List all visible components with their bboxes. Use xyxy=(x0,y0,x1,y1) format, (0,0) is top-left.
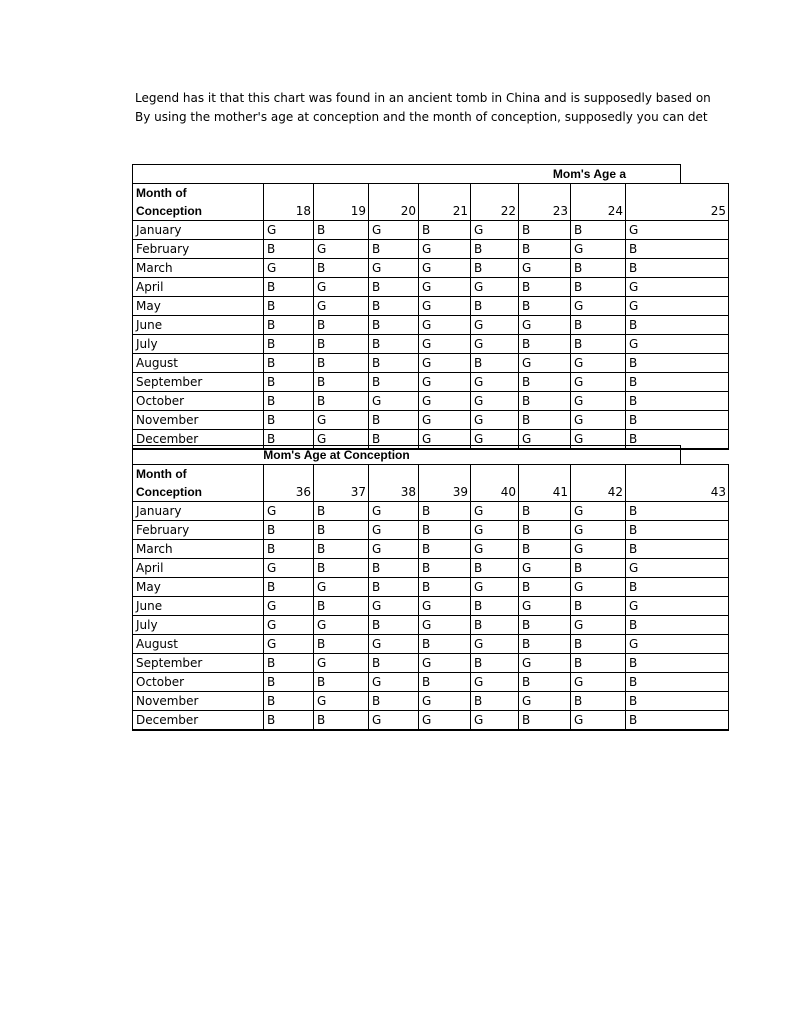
gender-cell: B xyxy=(571,597,626,616)
age-header: 36 xyxy=(264,465,314,502)
table-row xyxy=(133,673,729,692)
month-label: August xyxy=(133,635,264,654)
month-label: February xyxy=(133,240,264,259)
gender-cell: B xyxy=(626,540,729,559)
gender-cell: B xyxy=(369,354,419,373)
month-label: December xyxy=(133,430,264,450)
gender-cell: B xyxy=(626,521,729,540)
gender-cell: B xyxy=(471,297,519,316)
month-label: March xyxy=(133,540,264,559)
table-row xyxy=(133,316,729,335)
gender-cell: G xyxy=(314,278,369,297)
gender-cell: B xyxy=(264,297,314,316)
gender-cell: G xyxy=(314,578,369,597)
age-header: 40 xyxy=(471,465,519,502)
gender-cell: G xyxy=(419,335,471,354)
gender-cell: G xyxy=(264,221,314,240)
gender-cell: G xyxy=(519,654,571,673)
gender-cell: B xyxy=(264,673,314,692)
gender-cell: G xyxy=(471,430,519,450)
gender-cell: B xyxy=(419,559,471,578)
gender-cell: G xyxy=(571,240,626,259)
gender-cell: G xyxy=(571,373,626,392)
gender-cell: B xyxy=(419,673,471,692)
gender-cell: G xyxy=(314,430,369,450)
gender-cell: G xyxy=(369,711,419,731)
gender-cell: B xyxy=(471,354,519,373)
gender-cell: G xyxy=(369,502,419,521)
table-row xyxy=(133,711,729,731)
gender-cell: G xyxy=(369,635,419,654)
header-row xyxy=(133,184,729,221)
age-header: 42 xyxy=(571,465,626,502)
month-header-line-1: Month of xyxy=(136,186,187,200)
gender-cell: G xyxy=(314,297,369,316)
gender-cell: G xyxy=(419,259,471,278)
month-label: December xyxy=(133,711,264,731)
gender-cell: G xyxy=(626,635,729,654)
gender-cell: B xyxy=(264,578,314,597)
gender-cell: B xyxy=(519,221,571,240)
gender-cell: G xyxy=(626,559,729,578)
gender-cell: B xyxy=(626,616,729,635)
gender-cell: B xyxy=(264,240,314,259)
gender-cell: G xyxy=(471,502,519,521)
gender-cell: G xyxy=(264,502,314,521)
gender-cell: B xyxy=(626,673,729,692)
gender-cell: G xyxy=(471,540,519,559)
gender-cell: G xyxy=(471,316,519,335)
gender-cell: G xyxy=(519,559,571,578)
gender-cell: G xyxy=(369,521,419,540)
gender-cell: B xyxy=(419,221,471,240)
gender-cell: B xyxy=(369,411,419,430)
gender-cell: B xyxy=(571,692,626,711)
age-header: 19 xyxy=(314,184,369,221)
age-header: 22 xyxy=(471,184,519,221)
gender-cell: B xyxy=(471,259,519,278)
age-header: 21 xyxy=(419,184,471,221)
gender-cell: B xyxy=(314,259,369,278)
gender-cell: G xyxy=(471,278,519,297)
month-label: June xyxy=(133,597,264,616)
gender-cell: G xyxy=(471,335,519,354)
gender-cell: G xyxy=(571,297,626,316)
intro-line-2: By using the mother's age at conception and the month of conception, supposedly you can det xyxy=(135,110,708,124)
gender-cell: G xyxy=(314,616,369,635)
gender-cell: B xyxy=(314,373,369,392)
table-row xyxy=(133,297,729,316)
month-label: September xyxy=(133,373,264,392)
age-header: 18 xyxy=(264,184,314,221)
gender-cell: B xyxy=(369,654,419,673)
gender-cell: B xyxy=(264,711,314,731)
table-2-title: Mom's Age at Conception xyxy=(132,445,681,464)
gender-cell: G xyxy=(264,597,314,616)
month-label: January xyxy=(133,502,264,521)
month-label: September xyxy=(133,654,264,673)
month-label: November xyxy=(133,411,264,430)
gender-cell: G xyxy=(571,411,626,430)
gender-cell: G xyxy=(419,692,471,711)
table-row xyxy=(133,392,729,411)
month-label: July xyxy=(133,335,264,354)
gender-cell: B xyxy=(264,430,314,450)
month-label: February xyxy=(133,521,264,540)
gender-cell: B xyxy=(626,259,729,278)
month-label: August xyxy=(133,354,264,373)
gender-cell: B xyxy=(264,278,314,297)
gender-cell: G xyxy=(471,221,519,240)
gender-cell: G xyxy=(471,711,519,731)
month-label: July xyxy=(133,616,264,635)
gender-cell: B xyxy=(519,373,571,392)
gender-cell: B xyxy=(471,654,519,673)
table-row xyxy=(133,654,729,673)
gender-cell: B xyxy=(571,259,626,278)
gender-cell: G xyxy=(626,278,729,297)
month-label: November xyxy=(133,692,264,711)
age-header: 38 xyxy=(369,465,419,502)
intro-line-1: Legend has it that this chart was found in an ancient tomb in China and is supposedly based on xyxy=(135,91,711,105)
gender-cell: B xyxy=(626,411,729,430)
gender-cell: G xyxy=(471,578,519,597)
gender-cell: G xyxy=(571,578,626,597)
gender-cell: B xyxy=(519,278,571,297)
gender-cell: G xyxy=(264,616,314,635)
gender-cell: B xyxy=(264,335,314,354)
gender-cell: B xyxy=(264,521,314,540)
gender-cell: B xyxy=(314,392,369,411)
gender-cell: B xyxy=(471,597,519,616)
gender-cell: B xyxy=(264,316,314,335)
gender-cell: B xyxy=(314,521,369,540)
gender-cell: G xyxy=(571,540,626,559)
gender-cell: B xyxy=(626,354,729,373)
table-row xyxy=(133,278,729,297)
gender-cell: B xyxy=(626,316,729,335)
gender-cell: G xyxy=(419,654,471,673)
gender-cell: B xyxy=(519,335,571,354)
gender-cell: G xyxy=(571,502,626,521)
gender-cell: B xyxy=(314,597,369,616)
gender-cell: B xyxy=(369,692,419,711)
gender-cell: B xyxy=(626,502,729,521)
table-row xyxy=(133,559,729,578)
gender-cell: G xyxy=(369,540,419,559)
gender-cell: B xyxy=(471,559,519,578)
gender-cell: G xyxy=(571,430,626,450)
gender-cell: G xyxy=(264,559,314,578)
gender-cell: G xyxy=(571,521,626,540)
gender-chart-table-2 xyxy=(132,445,726,731)
gender-cell: G xyxy=(419,354,471,373)
gender-cell: G xyxy=(626,221,729,240)
gender-cell: B xyxy=(571,635,626,654)
gender-cell: B xyxy=(571,559,626,578)
gender-cell: G xyxy=(419,411,471,430)
gender-cell: B xyxy=(314,635,369,654)
table-row xyxy=(133,540,729,559)
gender-cell: B xyxy=(626,240,729,259)
gender-cell: G xyxy=(314,654,369,673)
gender-cell: G xyxy=(571,711,626,731)
gender-cell: G xyxy=(369,597,419,616)
month-of-conception-header xyxy=(133,465,264,502)
gender-cell: B xyxy=(471,692,519,711)
gender-cell: G xyxy=(571,392,626,411)
gender-cell: B xyxy=(314,335,369,354)
month-label: March xyxy=(133,259,264,278)
gender-cell: B xyxy=(519,635,571,654)
gender-cell: G xyxy=(471,521,519,540)
gender-cell: G xyxy=(314,240,369,259)
age-header: 25 xyxy=(626,184,729,221)
gender-cell: B xyxy=(369,373,419,392)
gender-cell: B xyxy=(626,392,729,411)
month-header-line-2: Conception xyxy=(136,204,202,218)
gender-cell: B xyxy=(471,616,519,635)
gender-cell: G xyxy=(419,297,471,316)
header-row xyxy=(133,465,729,502)
gender-cell: B xyxy=(314,502,369,521)
gender-cell: G xyxy=(471,411,519,430)
table-row xyxy=(133,373,729,392)
gender-chart-table-1 xyxy=(132,164,726,450)
gender-cell: B xyxy=(314,711,369,731)
gender-cell: B xyxy=(519,540,571,559)
month-label: May xyxy=(133,578,264,597)
gender-cell: G xyxy=(519,354,571,373)
age-header: 41 xyxy=(519,465,571,502)
gender-cell: G xyxy=(626,597,729,616)
gender-cell: G xyxy=(369,259,419,278)
table-row xyxy=(133,578,729,597)
gender-cell: G xyxy=(369,392,419,411)
gender-cell: B xyxy=(571,316,626,335)
table-row xyxy=(133,521,729,540)
gender-cell: G xyxy=(571,616,626,635)
gender-cell: B xyxy=(519,411,571,430)
gender-cell: B xyxy=(264,373,314,392)
gender-cell: B xyxy=(369,297,419,316)
gender-cell: G xyxy=(471,392,519,411)
gender-cell: B xyxy=(626,692,729,711)
gender-cell: B xyxy=(571,654,626,673)
gender-cell: B xyxy=(264,411,314,430)
gender-cell: B xyxy=(626,430,729,450)
gender-cell: B xyxy=(264,392,314,411)
gender-cell: B xyxy=(519,616,571,635)
gender-cell: G xyxy=(419,430,471,450)
table-row xyxy=(133,259,729,278)
gender-cell: G xyxy=(419,373,471,392)
age-header: 24 xyxy=(571,184,626,221)
gender-cell: G xyxy=(519,597,571,616)
gender-cell: G xyxy=(314,411,369,430)
table-row xyxy=(133,354,729,373)
gender-cell: B xyxy=(264,540,314,559)
month-label: January xyxy=(133,221,264,240)
gender-cell: B xyxy=(571,335,626,354)
table-row xyxy=(133,240,729,259)
month-header-line-2: Conception xyxy=(136,485,202,499)
age-header: 43 xyxy=(626,465,729,502)
gender-cell: B xyxy=(369,240,419,259)
gender-cell: B xyxy=(419,540,471,559)
gender-cell: G xyxy=(419,278,471,297)
month-label: October xyxy=(133,673,264,692)
gender-cell: B xyxy=(264,654,314,673)
gender-cell: B xyxy=(419,502,471,521)
gender-cell: B xyxy=(314,221,369,240)
gender-cell: G xyxy=(471,635,519,654)
gender-cell: B xyxy=(519,392,571,411)
gender-cell: B xyxy=(369,335,419,354)
gender-cell: G xyxy=(571,354,626,373)
gender-cell: B xyxy=(264,692,314,711)
table-1-grid xyxy=(132,183,729,450)
gender-cell: G xyxy=(571,673,626,692)
gender-cell: B xyxy=(519,240,571,259)
gender-cell: B xyxy=(519,297,571,316)
age-header: 20 xyxy=(369,184,419,221)
gender-cell: G xyxy=(369,673,419,692)
month-of-conception-header xyxy=(133,184,264,221)
gender-cell: B xyxy=(419,521,471,540)
table-row xyxy=(133,502,729,521)
gender-cell: G xyxy=(369,221,419,240)
gender-cell: G xyxy=(626,335,729,354)
gender-cell: G xyxy=(264,635,314,654)
gender-cell: B xyxy=(419,578,471,597)
gender-cell: B xyxy=(519,578,571,597)
month-label: April xyxy=(133,278,264,297)
gender-cell: B xyxy=(314,354,369,373)
table-row xyxy=(133,692,729,711)
gender-cell: G xyxy=(471,373,519,392)
month-label: April xyxy=(133,559,264,578)
gender-cell: B xyxy=(369,559,419,578)
gender-cell: G xyxy=(519,692,571,711)
table-2-grid xyxy=(132,464,729,731)
age-header: 39 xyxy=(419,465,471,502)
gender-cell: B xyxy=(519,673,571,692)
month-header-line-1: Month of xyxy=(136,467,187,481)
table-1-title: Mom's Age a xyxy=(132,164,681,183)
gender-cell: G xyxy=(419,597,471,616)
gender-cell: G xyxy=(419,240,471,259)
gender-cell: B xyxy=(314,316,369,335)
month-label: October xyxy=(133,392,264,411)
table-row xyxy=(133,411,729,430)
gender-cell: B xyxy=(571,278,626,297)
table-row xyxy=(133,335,729,354)
table-row xyxy=(133,635,729,654)
gender-cell: B xyxy=(571,221,626,240)
gender-cell: G xyxy=(419,711,471,731)
gender-cell: G xyxy=(519,259,571,278)
gender-cell: B xyxy=(626,373,729,392)
gender-cell: G xyxy=(264,259,314,278)
gender-cell: B xyxy=(519,502,571,521)
gender-cell: B xyxy=(626,711,729,731)
age-header: 37 xyxy=(314,465,369,502)
age-header: 23 xyxy=(519,184,571,221)
gender-cell: B xyxy=(519,711,571,731)
month-label: May xyxy=(133,297,264,316)
gender-cell: B xyxy=(419,635,471,654)
gender-cell: B xyxy=(369,316,419,335)
gender-cell: G xyxy=(419,616,471,635)
gender-cell: B xyxy=(369,430,419,450)
gender-cell: G xyxy=(314,692,369,711)
table-row xyxy=(133,616,729,635)
month-label: June xyxy=(133,316,264,335)
table-row xyxy=(133,221,729,240)
gender-cell: B xyxy=(369,278,419,297)
gender-cell: B xyxy=(314,540,369,559)
gender-cell: B xyxy=(314,673,369,692)
gender-cell: G xyxy=(519,430,571,450)
gender-cell: G xyxy=(626,297,729,316)
gender-cell: B xyxy=(626,578,729,597)
gender-cell: B xyxy=(369,578,419,597)
gender-cell: B xyxy=(626,654,729,673)
gender-cell: G xyxy=(419,392,471,411)
gender-cell: B xyxy=(471,240,519,259)
gender-cell: B xyxy=(264,354,314,373)
gender-cell: G xyxy=(419,316,471,335)
gender-cell: G xyxy=(471,673,519,692)
gender-cell: B xyxy=(519,521,571,540)
gender-cell: B xyxy=(314,559,369,578)
table-row xyxy=(133,597,729,616)
gender-cell: B xyxy=(369,616,419,635)
gender-cell: G xyxy=(519,316,571,335)
